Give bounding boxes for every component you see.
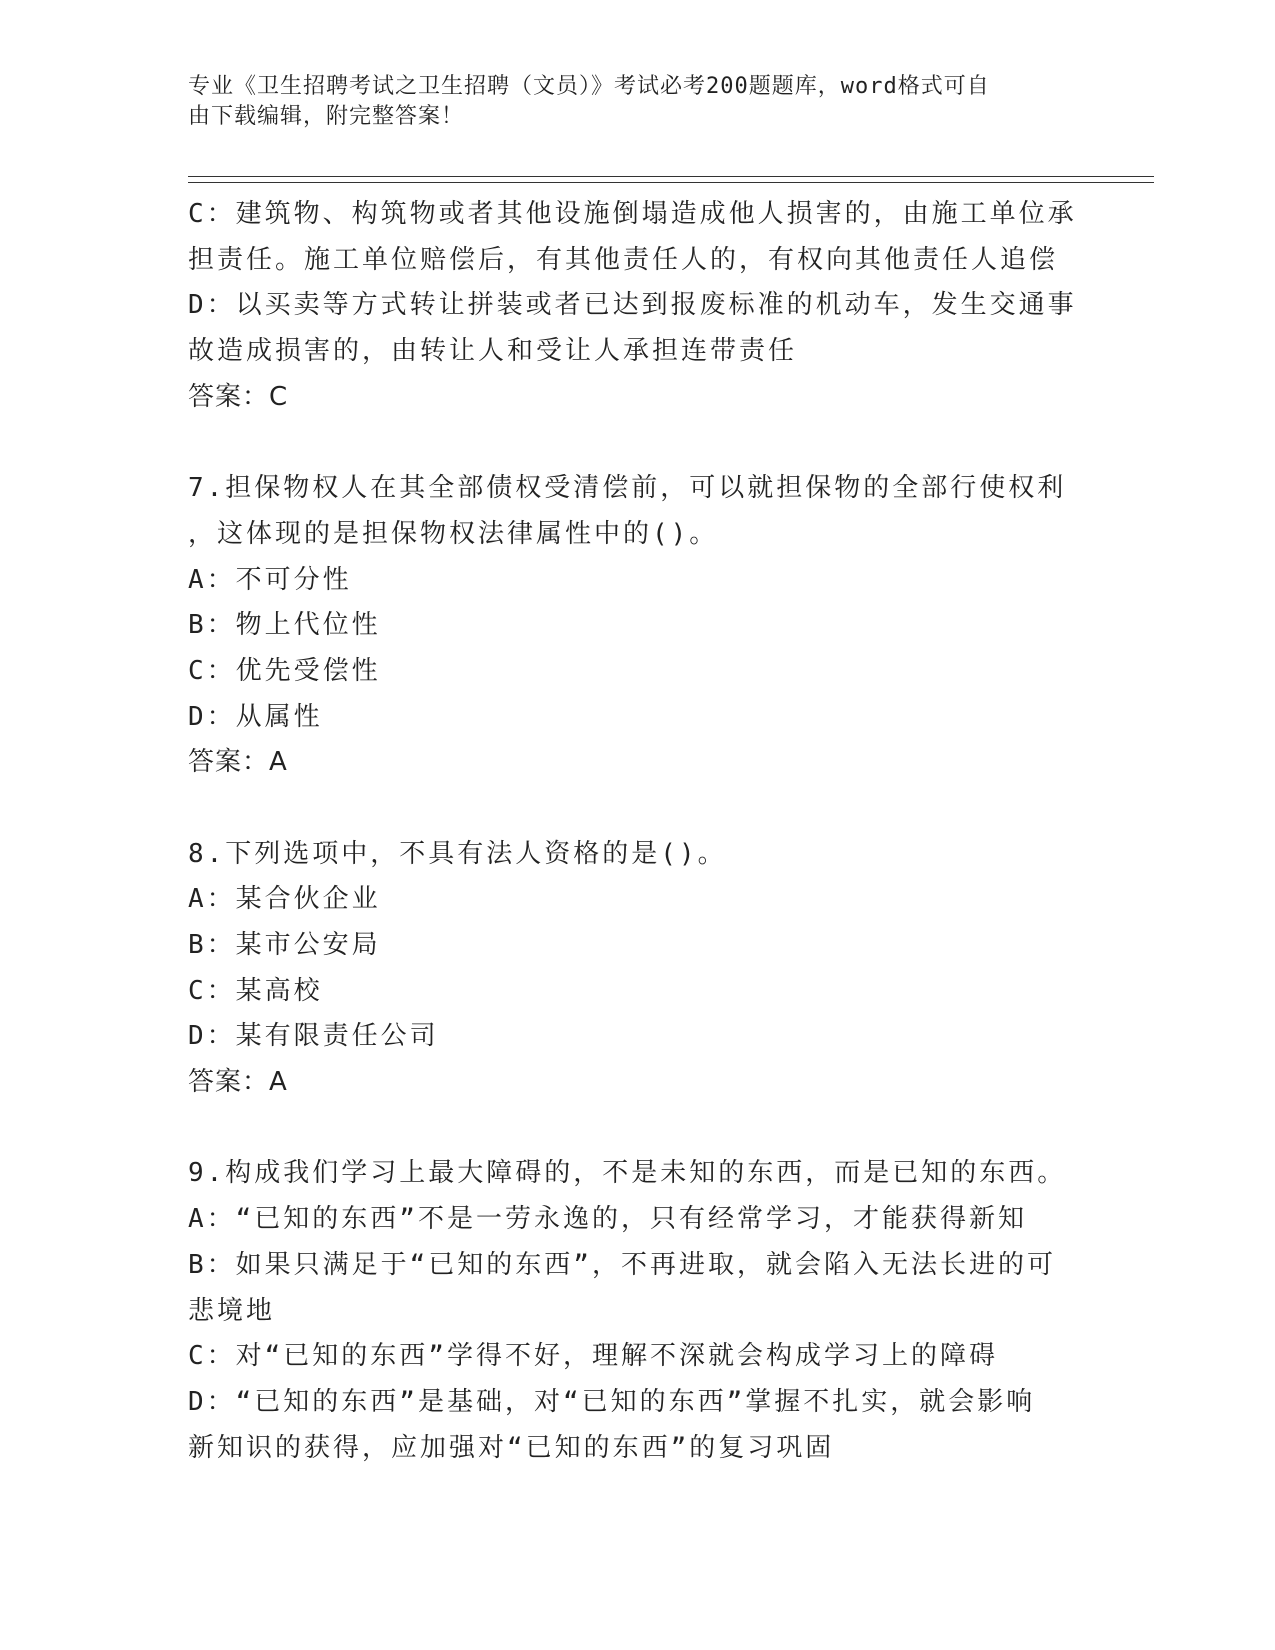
- header-divider-top: [188, 176, 1154, 177]
- q8-option-b: B：某市公安局: [188, 930, 381, 960]
- header-line-1: 专业《卫生招聘考试之卫生招聘（文员）》考试必考200题题库，word格式可自: [188, 74, 990, 99]
- q6-option-d-line-1: D：以买卖等方式转让拼装或者已达到报废标准的机动车，发生交通事: [188, 290, 1077, 321]
- spacer: [188, 786, 1078, 832]
- q7-option-d: D：从属性: [188, 701, 323, 732]
- question-6-continued: [188, 192, 1078, 420]
- q9-option-a: A：“已知的东西”不是一劳永逸的，只有经常学习，才能获得新知: [188, 1204, 1027, 1235]
- q8-stem: 8.下列选项中，不具有法人资格的是()。: [188, 838, 727, 869]
- question-7: [188, 466, 1078, 786]
- spacer: [188, 1106, 1078, 1152]
- header-line-2: 由下载编辑，附完整答案！: [188, 104, 465, 129]
- q6-option-c-line-1: C：建筑物、构筑物或者其他设施倒塌造成他人损害的，由施工单位承: [188, 199, 1077, 229]
- q8-answer: 答案：A: [188, 1067, 288, 1098]
- spacer: [188, 420, 1078, 466]
- q9-option-b-line-1: B：如果只满足于“已知的东西”，不再进取，就会陷入无法长进的可: [188, 1249, 1056, 1280]
- q7-stem-line-2: ，这体现的是担保物权法律属性中的()。: [188, 518, 719, 549]
- q9-option-c: C：对“已知的东西”学得不好，理解不深就会构成学习上的障碍: [188, 1341, 998, 1372]
- q8-option-c: C：某高校: [188, 975, 323, 1006]
- q7-answer: 答案：A: [188, 747, 288, 778]
- q9-option-d-line-1: D：“已知的东西”是基础，对“已知的东西”掌握不扎实，就会影响: [188, 1386, 1036, 1417]
- question-8: [188, 832, 1078, 1106]
- q6-answer: 答案：C: [188, 381, 289, 412]
- document-header: [188, 72, 1068, 132]
- q9-stem: 9.构成我们学习上最大障碍的，不是未知的东西，而是已知的东西。: [188, 1158, 1067, 1189]
- q8-option-d: D：某有限责任公司: [188, 1021, 439, 1052]
- question-9: [188, 1151, 1078, 1471]
- header-divider-bottom: [188, 182, 1154, 183]
- document-body: [188, 192, 1078, 1471]
- q7-option-b: B：物上代位性: [188, 610, 381, 641]
- q9-option-b-line-2: 悲境地: [188, 1295, 276, 1326]
- q9-option-d-line-2: 新知识的获得，应加强对“已知的东西”的复习巩固: [188, 1432, 835, 1463]
- q6-option-d-line-2: 故造成损害的，由转让人和受让人承担连带责任: [188, 336, 798, 367]
- q8-option-a: A：某合伙企业: [188, 884, 381, 915]
- q7-stem-line-1: 7.担保物权人在其全部债权受清偿前，可以就担保物的全部行使权利: [188, 473, 1067, 504]
- q6-option-c-line-2: 担责任。施工单位赔偿后，有其他责任人的，有权向其他责任人追偿: [188, 244, 1059, 275]
- q7-option-c: C：优先受偿性: [188, 655, 381, 686]
- q7-option-a: A：不可分性: [188, 564, 352, 595]
